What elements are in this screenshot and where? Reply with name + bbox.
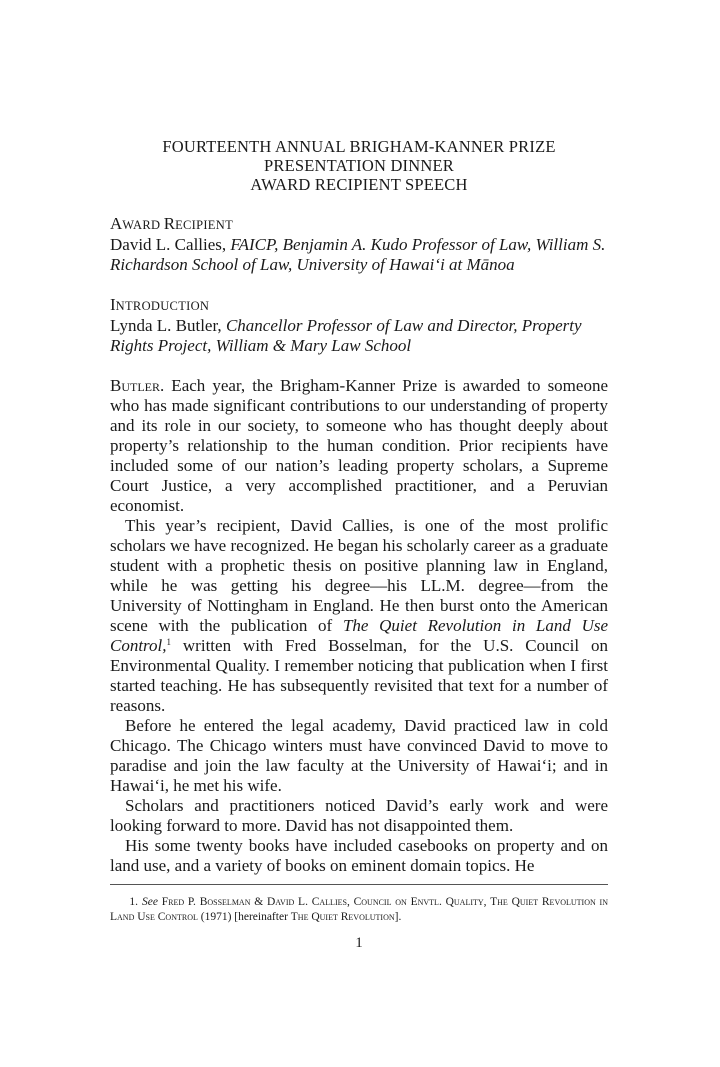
footnote-divider [110, 884, 608, 885]
paragraph-3: Before he entered the legal academy, David practiced law in cold Chicago. The Chicago winters must have convinced David to move to paradise and join the law faculty at the University of Hawai‘i; and in Hawai‘i, he met his wife. [110, 716, 608, 795]
recipient-name: David L. Callies, [110, 235, 231, 254]
paragraph-2: This year’s recipient, David Callies, is one of the most prolific scholars we have recognized. He began his scholarly career as a graduate student with a prophetic thesis on positive planning law in England, while he was getting his degree—his LL.M. degree—from the University of Nottingham in England. He then burst onto the American scene with the publication of The Quiet Revolution in Land Use Control,$^1$ written with Fred Bosselman, for the U.S. Council on Environmental Quality. I remember noticing that publication when I first started teaching. He has subsequently revisited that text for a number of reasons. [110, 516, 609, 715]
paragraph-1: Butler. Each year, the Brigham-Kanner Prize is awarded to someone who has made significant contributions to our understanding of property and its role in our society, to someone who has thought deeply about property’s relationship to the human condition. Prior recipients have included some of our nation’s leading property scholars, a Supreme Court Justice, a very accomplished practitioner, and a Peruvian economist. [110, 376, 608, 515]
page-number: 1 [355, 935, 363, 951]
book-title: The Quiet Revolution in Land Use Control, [110, 616, 609, 655]
introduction-label: INTRODUCTION [110, 295, 210, 314]
paragraph-5: His some twenty books have included casebooks on property and on land use, and a variety of books on eminent domain topics. He [110, 836, 608, 875]
introducer-name: Lynda L. Butler, [110, 316, 226, 335]
paragraph-4: Scholars and practitioners noticed David’s early work and were looking forward to more. David has not disappointed them. [110, 796, 608, 835]
recipient-affiliation: FAICP, Benjamin A. Kudo Professor of Law, William S. Richardson School of Law, University of Hawai‘i at Mānoa [110, 235, 606, 274]
document-page [110, 137, 608, 952]
award-recipient-label: AWARD RECIPIENT [110, 214, 234, 233]
footnote-1: 1. See Fred P. Bosselman & David L. Callies, Council on Envtl. Quality, The Quiet Revolution in Land Use Control (1971) [hereinafter The Quiet Revolution]. [110, 896, 608, 923]
title-line-3: AWARD RECIPIENT SPEECH [250, 175, 468, 194]
page-title [110, 137, 608, 194]
title-line-1: FOURTEENTH ANNUAL BRIGHAM-KANNER PRIZE [162, 137, 556, 156]
speech-body [110, 376, 608, 876]
footnote-ref[interactable]: 1 [166, 637, 172, 647]
speaker-label: Butler. [110, 376, 165, 395]
award-recipient-block [110, 214, 608, 275]
introduction-block [110, 295, 608, 356]
introduction-text [110, 316, 608, 356]
award-recipient-text [110, 235, 608, 275]
title-line-2: PRESENTATION DINNER [264, 156, 454, 175]
introducer-affiliation: Chancellor Professor of Law and Director, Property Rights Project, William & Mary Law School [110, 316, 582, 355]
